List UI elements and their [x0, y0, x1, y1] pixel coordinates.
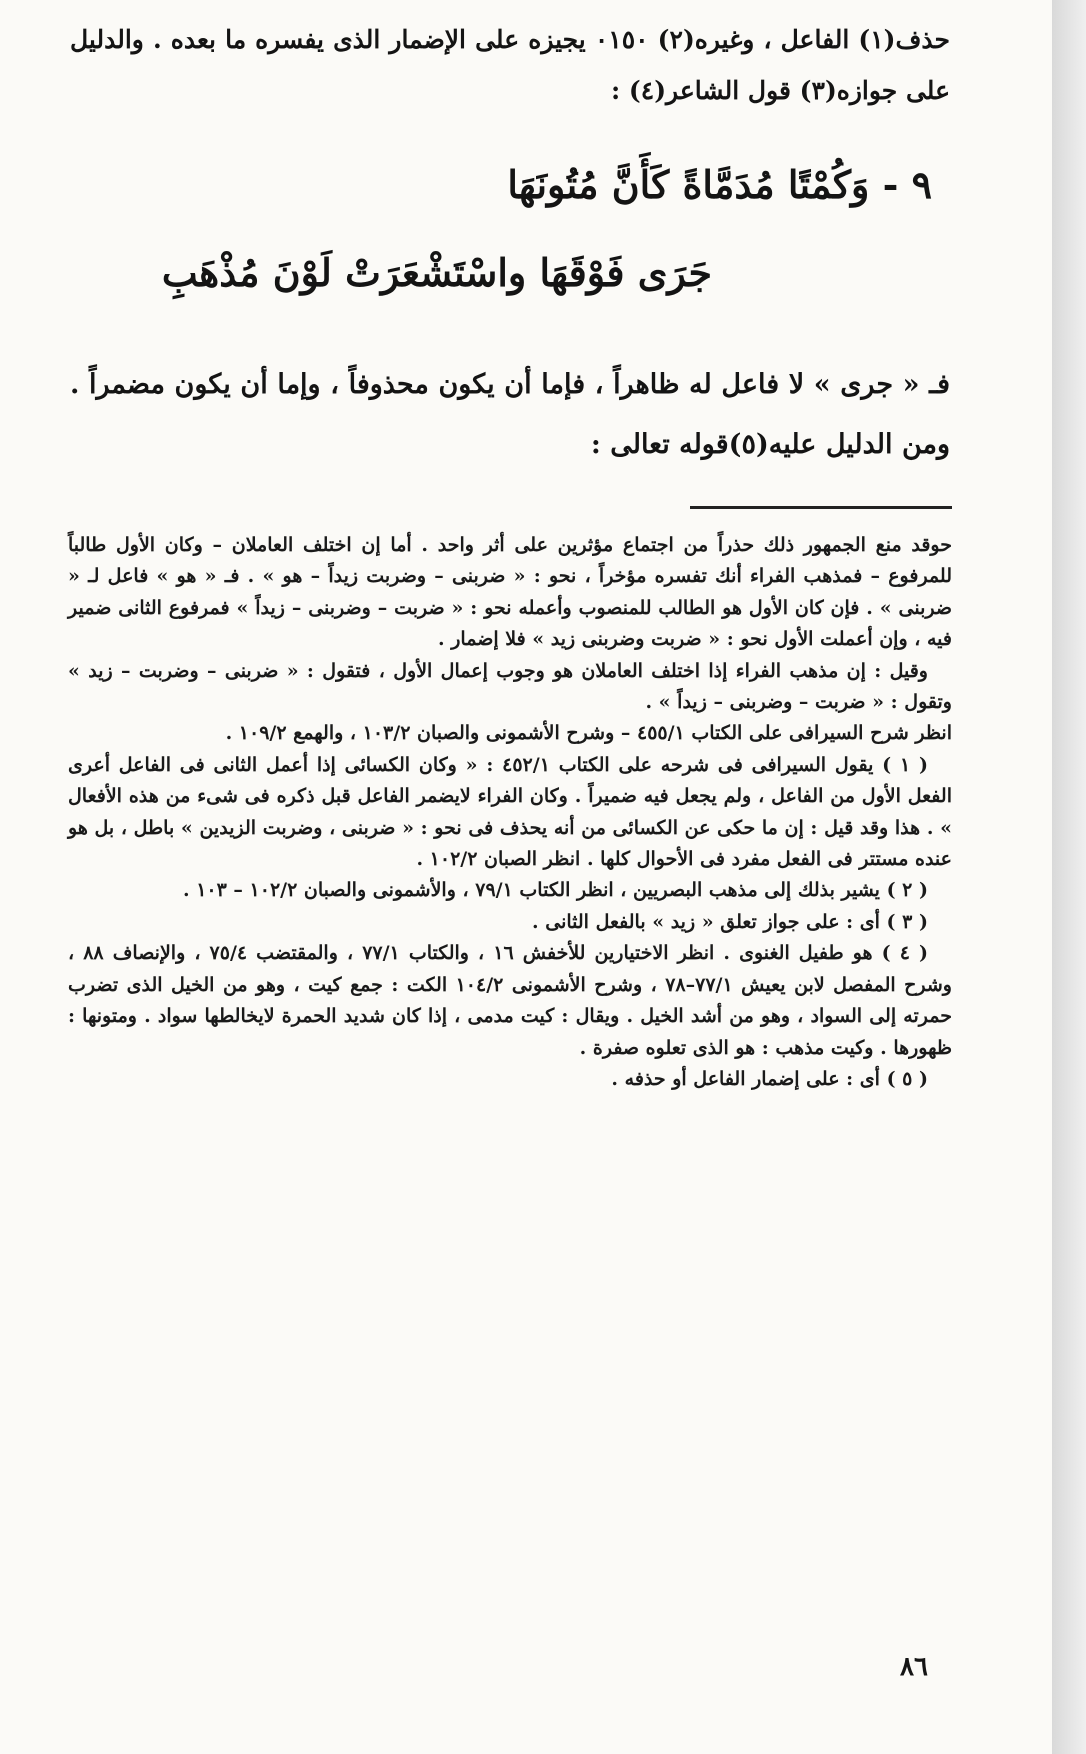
verse-line-2: جَرَى فَوْقَهَا واسْتَشْعَرَتْ لَوْنَ مُذْهَبِ	[161, 250, 712, 295]
page-number: ٨٦	[900, 1652, 928, 1682]
prose-paragraph: فـ « جرى » لا فاعل له ظاهراً ، فإما أن يكون محذوفاً ، وإما أن يكون مضمراً . ومن الدليل عليه(٥)قوله تعالى :	[70, 369, 950, 460]
footnote-5: ( ٥ ) أى : على إضمار الفاعل أو حذفه .	[611, 1067, 928, 1090]
verse-number: ٩ -	[882, 162, 932, 207]
footnote-3: ( ٣ ) أى : على جواز تعلق « زيد » بالفعل الثانى .	[532, 910, 928, 933]
footnotes	[68, 530, 952, 1095]
footnote-divider	[690, 506, 952, 509]
page-edge	[1052, 0, 1086, 1754]
verse-line-1-text: وَكُمْتًا مُدَمَّاةً كَأَنَّ مُتُونَهَا	[507, 162, 870, 207]
footnote-reference: انظر شرح السيرافى على الكتاب ٤٥٥/١ – وشرح الأشمونى والصبان ١٠٣/٢ ، والهمع ١٠٩/٢ .	[225, 722, 952, 745]
verse-line-1	[507, 162, 932, 207]
footnote-continuation-2: وقيل : إن مذهب الفراء إذا اختلف العاملان هو وجوب إعمال الأول ، فتقول : « ضربنى – وضربت – زيد » وتقول : « ضربت – وضربنى – زيداً » .	[68, 659, 952, 714]
footnote-2: ( ٢ ) يشير بذلك إلى مذهب البصريين ، انظر الكتاب ٧٩/١ ، والأشمونى والصبان ١٠٢/٢ – ١٠٣ .	[182, 879, 928, 902]
intro-paragraph: حذف(١) الفاعل ، وغيره(٢) ٠١٥٠ يجيزه على الإضمار الذى يفسره ما بعده . والدليل على جوازه(٣) قول الشاعر(٤) :	[70, 25, 950, 105]
footnote-1: ( ١ ) يقول السيرافى فى شرحه على الكتاب ٤٥٢/١ : « وكان الكسائى إذا أعمل الثانى فى الفاعل أعرى الفعل الأول من الفاعل ، ولم يجعل فيه ضميراً . وكان الفراء لايضمر الفاعل قبل ذكره فى شىء من هذه الأفعال » . هذا وقد قيل : إن ما حكى عن الكسائى من أنه يحذف فى نحو : « ضربنى ، وضربت الزيدين » باطل ، بل هو عنده مستتر فى الفعل مفرد فى الأحوال كلها . انظر الصبان ١٠٢/٢ .	[68, 753, 952, 871]
footnote-continuation: حوقد منع الجمهور ذلك حذراً من اجتماع مؤثرين على أثر واحد . أما إن اختلف العاملان – وكان الأول طالباً للمرفوع – فمذهب الفراء أنك تفسره مؤخراً ، نحو : « ضربنى – وضربت زيداً – هو » . فـ « هو » فاعل لـ « ضربنى » . فإن كان الأول هو الطالب للمنصوب وأعمله نحو : « ضربت – وضربنى – زيداً » فمرفوع الثانى ضمير فيه ، وإن أعملت الأول نحو : « ضربت وضربنى زيد » فلا إضمار .	[68, 534, 952, 651]
footnote-4: ( ٤ ) هو طفيل الغنوى . انظر الاختيارين للأخفش ١٦ ، والكتاب ٧٧/١ ، والمقتضب ٧٥/٤ ، والإنصاف ٨٨ ، وشرح المفصل لابن يعيش ٧٧/١–٧٨ ، وشرح الأشمونى ١٠٤/٢ الكت : جمع كيت ، وهو من الخيل الذى تضرب حمرته إلى السواد ، وهو من أشد الخيل . ويقال : كيت مدمى ، إذا كان شديد الحمرة لايخالطها سواد . ومتونها : ظهورها . وكيت مذهب : هو الذى تعلوه صفرة .	[68, 942, 952, 1059]
